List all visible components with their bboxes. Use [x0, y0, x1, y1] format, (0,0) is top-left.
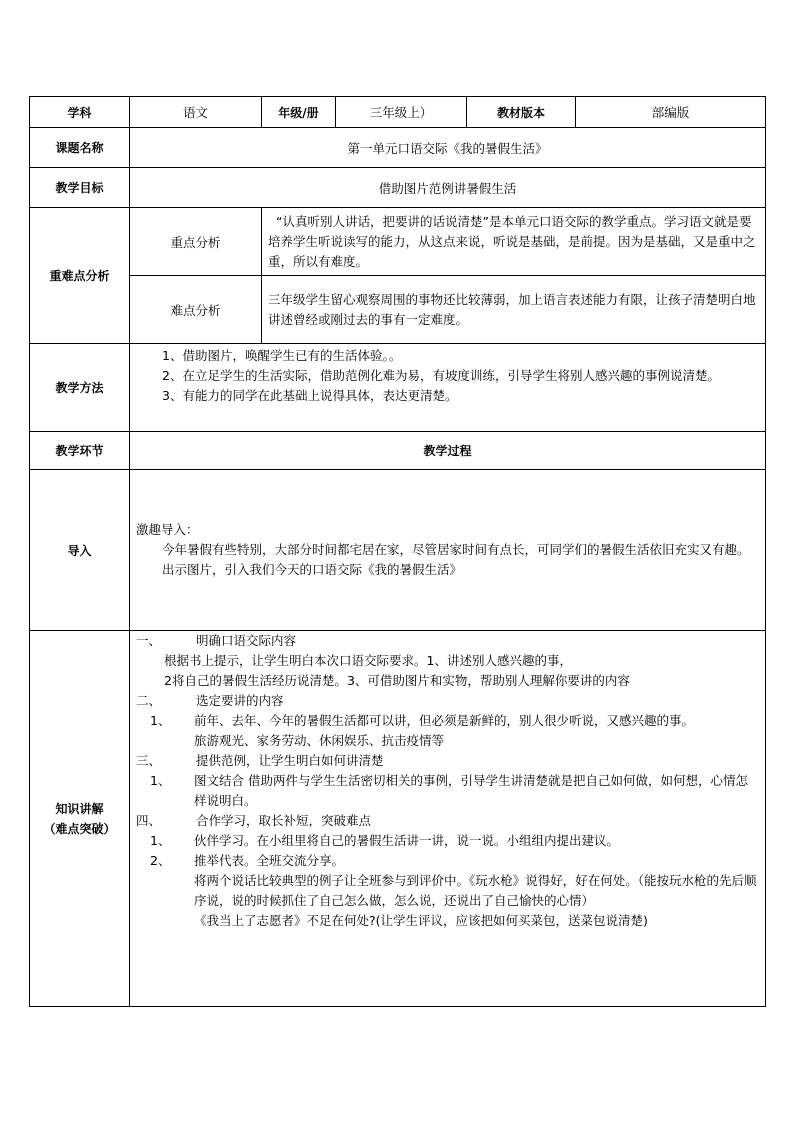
section-4-num: 四、 [136, 813, 162, 828]
hard-point-label: 难点分析 [130, 276, 262, 344]
section-4-item-2-num: 2、 [150, 853, 171, 868]
section-4-item-1-text: 伙伴学习。在小组里将自己的暑假生活讲一讲，说一说。小组组内提出建议。 [194, 833, 620, 848]
lesson-title-value: 第一单元口语交际《我的暑假生活》 [130, 128, 766, 168]
intro-content [130, 470, 766, 631]
lesson-title-row [30, 128, 766, 168]
section-4-item-2-text: 推举代表。全班交流分享。 [194, 853, 345, 868]
key-point-row [30, 208, 766, 276]
section-2-item-1-num: 1、 [150, 713, 171, 728]
section-3-item-1-num: 1、 [150, 773, 171, 788]
method-item-1: 1、借助图片，唤醒学生已有的生活体验。。 [162, 348, 402, 363]
knowledge-label-line-1: 知识讲解 [55, 801, 104, 816]
edition-label: 教材版本 [467, 97, 576, 128]
stage-header: 教学环节 [30, 432, 130, 470]
intro-row [30, 470, 766, 631]
intro-line-3: 出示图片，引入我们今天的口语交际《我的暑假生活》 [162, 562, 463, 577]
section-3-item-1 [136, 771, 759, 811]
section-1-num: 一、 [136, 633, 162, 648]
section-4-item-1 [136, 831, 759, 851]
analysis-label: 重难点分析 [30, 208, 130, 344]
header-row [30, 97, 766, 128]
method-row [30, 344, 766, 432]
hard-point-text [262, 276, 766, 344]
section-4-para-2: 《我当上了志愿者》不足在何处?(让学生评议，应该把如何买菜包，送菜包说清楚) [194, 913, 648, 928]
lesson-plan-page [29, 96, 765, 1007]
section-2-item-1-text: 前年、去年、今年的暑假生活都可以讲，但必须是新鲜的，别人很少听说，又感兴趣的事。 [194, 713, 695, 728]
section-3-num: 三、 [136, 753, 162, 768]
key-point-content: “认真听别人讲话，把要讲的话说清楚”是本单元口语交际的教学重点。学习语文就是要培养学生听说读写的能力，从这点来说，听说是基础，是前提。因为是基础，又是重中之重，所以有难度。 [268, 213, 756, 269]
knowledge-content [130, 631, 766, 1007]
process-header: 教学过程 [130, 432, 766, 470]
method-item-3: 3、有能力的同学在此基础上说得具体，表达更清楚。 [162, 388, 458, 403]
section-1-para-1: 根据书上提示，让学生明白本次口语交际要求。1、讲述别人感兴趣的事， [164, 653, 572, 668]
section-4-title: 合作学习，取长补短，突破难点 [196, 813, 372, 828]
edition-value: 部编版 [576, 97, 766, 128]
intro-line-2: 今年暑假有些特别，大部分时间都宅居在家，尽管居家时间有点长，可同学们的暑假生活依旧充实又有趣。 [162, 542, 750, 557]
intro-line-1: 激趣导入： [136, 522, 199, 537]
section-1-title: 明确口语交际内容 [196, 633, 297, 648]
intro-label: 导入 [30, 470, 130, 631]
section-4-heading [136, 811, 759, 831]
hard-point-content: 三年级学生留心观察周围的事物还比较薄弱，加上语言表述能力有限，让孩子清楚明白地讲述曾经或刚过去的事有一定难度。 [268, 291, 756, 327]
section-2-item-1-sub: 旅游观光、家务劳动、休闲娱乐、抗击疫情等 [194, 733, 445, 748]
subject-label: 学科 [30, 97, 130, 128]
method-content [130, 344, 766, 432]
section-4-para-1: 将两个说话比较典型的例子让全班参与到评价中。《玩水枪》说得好，好在何处。（能按玩水枪的先后顺序说，说的时候抓住了自己怎么做，怎么说，还说出了自己愉快的心情） [194, 873, 757, 908]
section-4-item-2 [136, 851, 759, 871]
section-4-item-1-num: 1、 [150, 833, 171, 848]
goal-value: 借助图片范例讲暑假生活 [130, 168, 766, 208]
grade-value: 三年级上） [336, 97, 467, 128]
section-2-title: 选定要讲的内容 [196, 693, 284, 708]
method-label: 教学方法 [30, 344, 130, 432]
process-header-row [30, 432, 766, 470]
section-3-item-1-text: 图文结合 借助两件与学生生活密切相关的事例，引导学生讲清楚就是把自己如何做，如何想，心情怎样说明白。 [194, 773, 748, 808]
section-2-heading [136, 691, 759, 711]
subject-value: 语文 [130, 97, 262, 128]
key-point-text [262, 208, 766, 276]
knowledge-row [30, 631, 766, 1007]
hard-point-row [30, 276, 766, 344]
knowledge-label-line-2: （难点突破） [43, 821, 116, 836]
section-1-heading [136, 631, 759, 651]
lesson-title-label: 课题名称 [30, 128, 130, 168]
section-2-item-1 [136, 711, 759, 731]
key-point-label: 重点分析 [130, 208, 262, 276]
method-item-2: 2、在立足学生的生活实际，借助范例化难为易，有坡度训练，引导学生将别人感兴趣的事例说清楚。 [162, 368, 720, 383]
lesson-plan-table [29, 96, 766, 1007]
goal-row [30, 168, 766, 208]
section-1-para-2: 2将自己的暑假生活经历说清楚。3、可借助图片和实物，帮助别人理解你要讲的内容 [164, 673, 630, 688]
grade-label: 年级/册 [262, 97, 336, 128]
goal-label: 教学目标 [30, 168, 130, 208]
section-3-title: 提供范例，让学生明白如何讲清楚 [196, 753, 384, 768]
knowledge-label [30, 631, 130, 1007]
section-3-heading [136, 751, 759, 771]
section-2-num: 二、 [136, 693, 162, 708]
